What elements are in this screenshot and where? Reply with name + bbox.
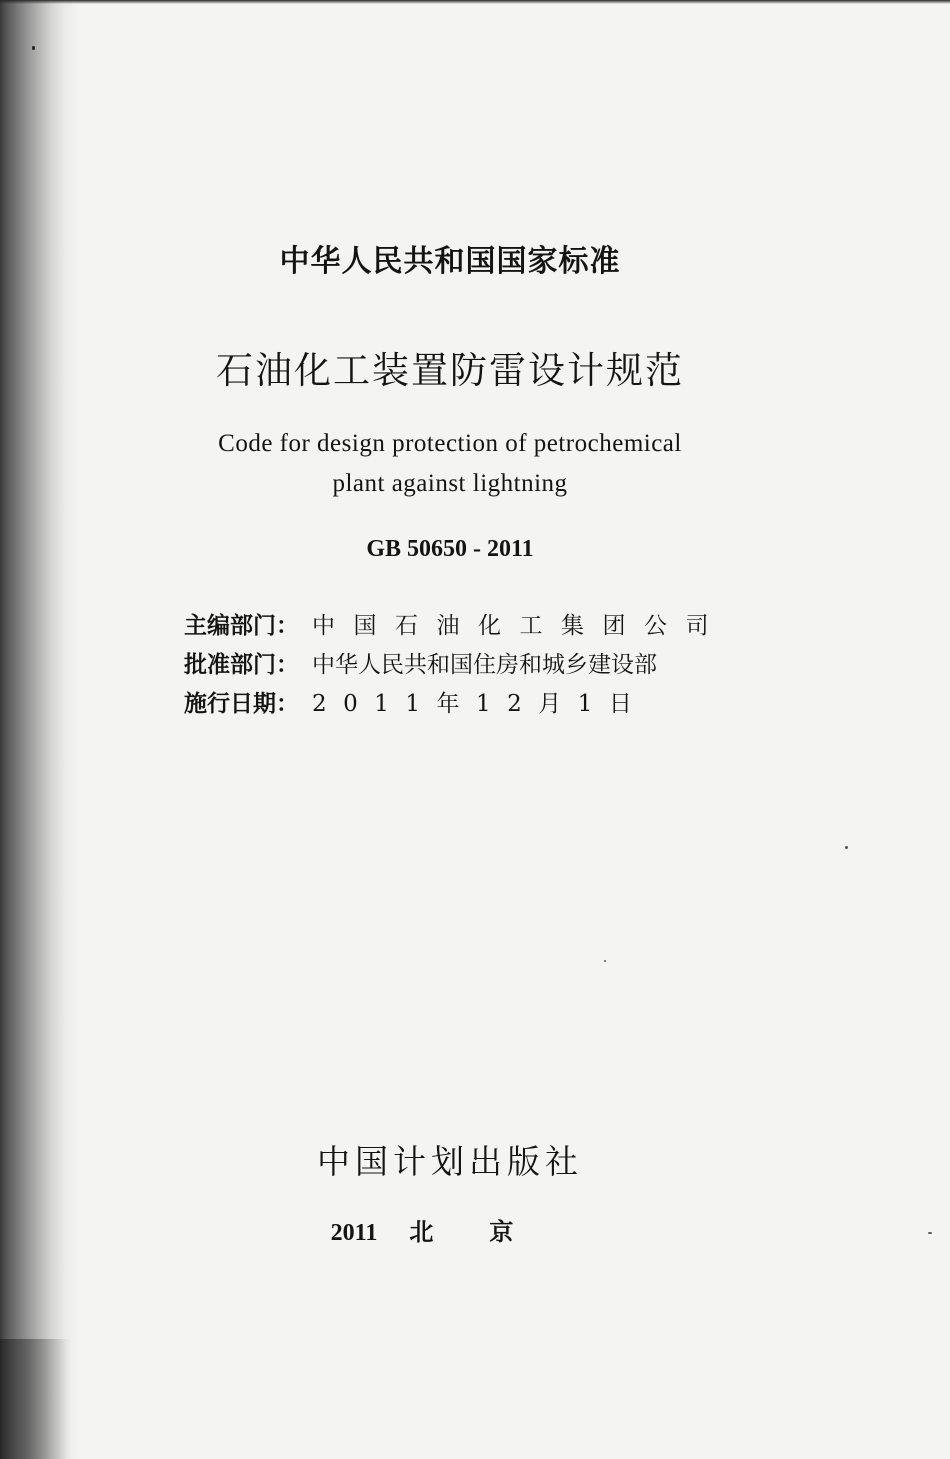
approver-row	[184, 643, 724, 682]
editor-value: 中国石油化工集团公司	[312, 613, 727, 639]
english-title-line-2: plant against lightning	[332, 470, 568, 497]
binding-shadow-bottom	[0, 1339, 80, 1459]
publisher-name: 中国计划出版社	[317, 1142, 583, 1181]
issuance-info	[184, 604, 727, 721]
chinese-title: 石油化工装置防雷设计规范	[216, 349, 684, 392]
standard-number: GB 50650 - 2011	[366, 536, 534, 562]
english-title-line-1: Code for design protection of petrochemical	[218, 430, 682, 457]
approver-value: 中华人民共和国住房和城乡建设部	[312, 652, 657, 678]
scan-speck	[604, 960, 606, 962]
publication-city: 北京	[409, 1218, 570, 1246]
editor-label: 主编部门：	[184, 613, 299, 639]
publication-year: 2011	[330, 1220, 378, 1246]
standard-series-heading: 中华人民共和国国家标准	[279, 244, 621, 279]
effective-date-row	[184, 682, 724, 721]
approver-label: 批准部门：	[184, 652, 299, 678]
editor-row	[184, 604, 727, 643]
effective-date-label: 施行日期：	[184, 691, 299, 717]
scan-top-edge	[0, 0, 950, 4]
scan-speck	[32, 46, 35, 50]
effective-date-value: 2011年12月1日	[312, 691, 649, 717]
publication-line	[0, 1212, 900, 1247]
english-title	[0, 424, 900, 504]
scan-speck	[845, 846, 848, 849]
scan-speck	[928, 1232, 932, 1234]
